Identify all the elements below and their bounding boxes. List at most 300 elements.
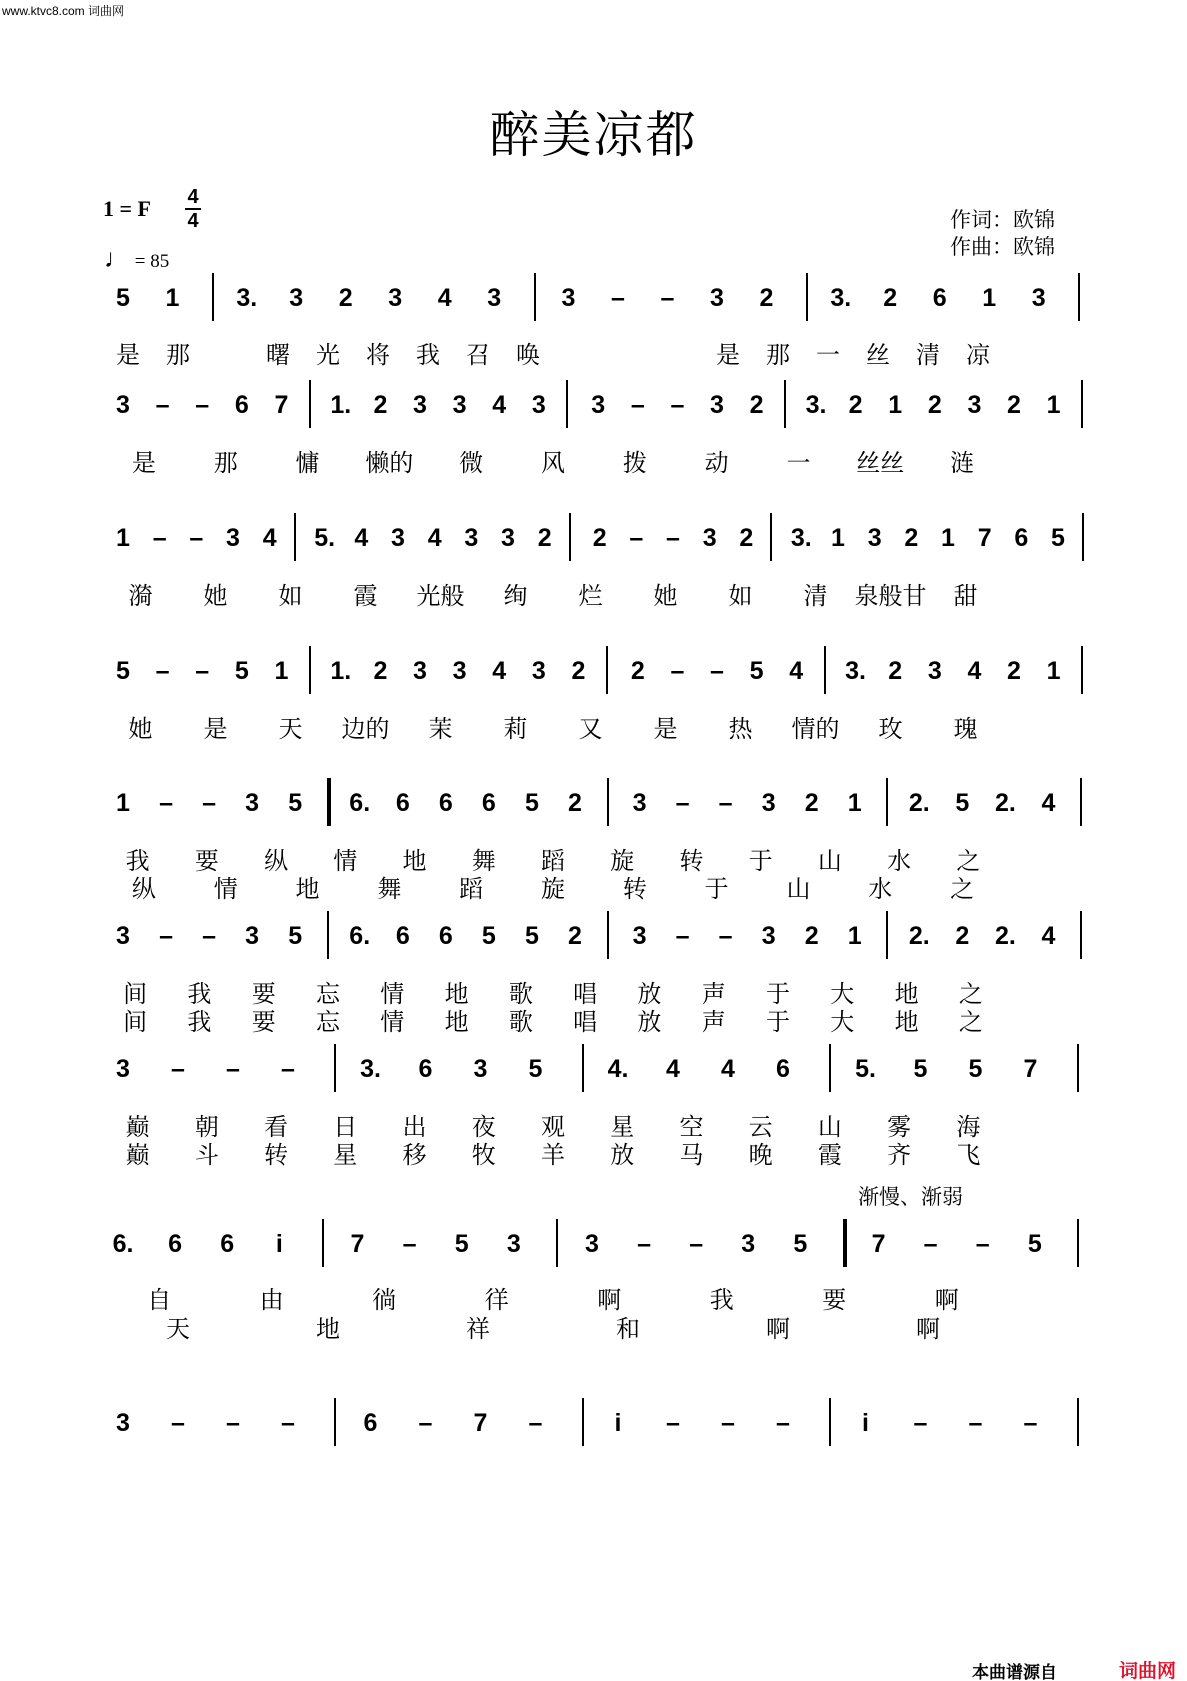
lyric-word: 徜 — [372, 1286, 397, 1314]
notation-row — [103, 523, 1093, 563]
lyric-word: 清 — [916, 341, 940, 369]
dash-note: – — [195, 657, 210, 685]
note: 3 — [473, 1055, 488, 1083]
lyric-word: 雾 — [887, 1113, 912, 1141]
note: 2 — [759, 284, 774, 312]
time-sig-top: 4 — [187, 186, 199, 208]
note: 3 — [761, 922, 776, 950]
composer: 作曲：欧锦 — [950, 235, 1055, 259]
note: 3. — [845, 657, 867, 685]
dash-note: – — [159, 922, 173, 950]
note: 6 — [220, 1230, 235, 1258]
note: 3 — [289, 284, 304, 312]
lyric-word: 齐 — [887, 1141, 912, 1169]
notation-row — [103, 1229, 1093, 1269]
note: 6. — [349, 922, 371, 950]
dash-note: – — [189, 524, 204, 552]
lyric-word: 声 — [701, 1008, 726, 1036]
note: 6 — [438, 922, 453, 950]
lyric-line — [103, 979, 1093, 1009]
barline — [566, 380, 568, 428]
lyric-word: 泉般甘 — [854, 582, 927, 610]
note: 4 — [427, 524, 442, 552]
repeat-barline — [327, 778, 331, 826]
dash-note: – — [630, 391, 645, 419]
note: i — [614, 1409, 622, 1437]
lyric-word: 啊 — [766, 1315, 790, 1343]
note: 3 — [116, 1055, 130, 1083]
lyric-word: 山 — [817, 1113, 842, 1141]
lyric-word: 情 — [380, 1008, 405, 1036]
lyric-word: 地 — [444, 1008, 469, 1036]
lyricist: 作词：欧锦 — [950, 208, 1055, 232]
barline — [1082, 513, 1084, 561]
lyric-word: 漪 — [128, 582, 153, 610]
note: 1 — [847, 789, 862, 817]
lyric-word: 之 — [958, 1008, 983, 1036]
note: 7 — [977, 524, 992, 552]
lyric-word: 召 — [466, 341, 490, 369]
note: 5 — [116, 657, 130, 685]
barline — [1081, 646, 1083, 694]
lyric-word: 一 — [786, 449, 811, 477]
note: 3 — [632, 922, 647, 950]
note: 3 — [487, 284, 502, 312]
lyric-word: 风 — [540, 449, 565, 477]
note: 3 — [245, 789, 260, 817]
barline — [829, 1044, 831, 1092]
lyric-word: 观 — [540, 1113, 565, 1141]
lyric-word: 舞 — [471, 847, 496, 875]
lyric-word: 那 — [166, 341, 190, 369]
lyric-word: 蹈 — [459, 875, 484, 903]
lyric-word: 天 — [278, 715, 303, 743]
lyric-word: 她 — [203, 582, 228, 610]
note: 6 — [418, 1055, 433, 1083]
dash-note: – — [666, 1409, 680, 1437]
lyric-word: 巅 — [125, 1113, 150, 1141]
lyric-word: 瑰 — [953, 715, 978, 743]
note: 3 — [226, 524, 240, 552]
note: 3 — [561, 284, 576, 312]
lyric-word: 将 — [366, 341, 390, 369]
barline — [1078, 273, 1080, 321]
note: 4 — [666, 1055, 680, 1083]
lyric-word: 山 — [786, 875, 811, 903]
note: 3 — [741, 1230, 756, 1258]
note: 1 — [116, 524, 130, 552]
dash-note: – — [195, 391, 210, 419]
dash-note: – — [202, 922, 217, 950]
lyric-word: 情 — [333, 847, 358, 875]
lyric-word: 如 — [278, 582, 303, 610]
lyric-word: 唱 — [573, 980, 598, 1008]
note: 2 — [537, 524, 552, 552]
note: 4 — [721, 1055, 735, 1083]
barline — [582, 1044, 584, 1092]
lyric-word: 莉 — [503, 715, 528, 743]
lyric-word: 转 — [264, 1141, 289, 1169]
footer-brand-link[interactable]: 词曲网 — [1119, 1661, 1177, 1681]
site-watermark[interactable]: www.ktvc8.com 词曲网 — [2, 4, 125, 18]
note: 2 — [571, 657, 586, 685]
note: 6 — [932, 284, 947, 312]
lyric-word: 于 — [765, 980, 790, 1008]
note: 5 — [793, 1230, 808, 1258]
note: 2 — [749, 391, 764, 419]
note: 2 — [630, 657, 645, 685]
note: 6 — [481, 789, 496, 817]
dash-note: – — [281, 1055, 295, 1083]
lyric-word: 于 — [748, 847, 773, 875]
dash-note: – — [776, 1409, 790, 1437]
note: 3 — [245, 922, 260, 950]
note: 6. — [112, 1230, 134, 1258]
dash-note: – — [281, 1409, 295, 1437]
lyric-word: 拨 — [622, 449, 647, 477]
barline — [1077, 1044, 1079, 1092]
lyric-word: 地 — [295, 875, 320, 903]
note: 6 — [363, 1409, 378, 1437]
lyric-word: 那 — [766, 341, 790, 369]
dash-note: – — [675, 922, 690, 950]
note: 2. — [994, 789, 1016, 817]
lyric-word: 大 — [830, 1008, 855, 1036]
lyric-word: 旋 — [540, 875, 565, 903]
dash-note: – — [629, 524, 644, 552]
note: 5 — [524, 789, 539, 817]
note: 1 — [274, 657, 289, 685]
note: 3 — [464, 524, 479, 552]
note: 5 — [481, 922, 496, 950]
lyric-word: 忘 — [315, 980, 340, 1008]
note: 1 — [831, 524, 845, 552]
lyric-word: 祥 — [466, 1315, 490, 1343]
note: 1 — [982, 284, 997, 312]
note: 5. — [314, 524, 336, 552]
lyric-word: 要 — [251, 980, 276, 1008]
lyric-word: 要 — [194, 847, 219, 875]
lyric-word: 转 — [622, 875, 647, 903]
barline — [1080, 911, 1082, 959]
dash-note: – — [660, 284, 675, 312]
lyric-word: 是 — [653, 715, 678, 743]
lyric-word: 那 — [213, 449, 238, 477]
note: 5 — [116, 284, 130, 312]
dash-note: – — [226, 1409, 240, 1437]
note: 1 — [165, 284, 180, 312]
lyric-word: 地 — [894, 1008, 919, 1036]
note: 4. — [607, 1055, 629, 1083]
lyric-word: 懒的 — [365, 449, 414, 477]
note: 3 — [391, 524, 405, 552]
lyric-word: 茉 — [428, 715, 453, 743]
lyric-word: 热 — [728, 715, 753, 743]
notation-row — [103, 1054, 1093, 1094]
note: 2 — [848, 391, 863, 419]
lyric-word: 空 — [679, 1113, 704, 1141]
dash-note: – — [913, 1409, 928, 1437]
note: 4 — [967, 657, 982, 685]
note: i — [862, 1409, 869, 1437]
lyric-word: 唤 — [516, 341, 540, 369]
notation-row — [103, 656, 1093, 696]
barline — [607, 911, 609, 959]
quarter-note-icon: ♩ — [104, 244, 130, 273]
lyric-word: 是 — [116, 341, 140, 369]
lyric-line — [103, 874, 1093, 904]
note: 5 — [913, 1055, 928, 1083]
lyric-word: 涟 — [950, 449, 975, 477]
notation-row — [103, 283, 1093, 323]
note: 4 — [1041, 789, 1056, 817]
note: 5 — [524, 922, 539, 950]
barline — [322, 1219, 324, 1267]
lyric-word: 清 — [803, 582, 828, 610]
lyric-line — [103, 1140, 1093, 1170]
lyric-line — [103, 1112, 1093, 1142]
note: 5 — [955, 789, 970, 817]
note: 3 — [531, 391, 546, 419]
barline — [212, 273, 214, 321]
lyric-word: 旋 — [610, 847, 635, 875]
lyric-word: 微 — [459, 449, 484, 477]
lyric-word: 啊 — [934, 1286, 959, 1314]
lyric-word: 甜 — [953, 582, 978, 610]
note: 3 — [116, 922, 130, 950]
lyric-word: 一 — [816, 341, 840, 369]
notation-row — [103, 788, 1093, 828]
note: 2 — [338, 284, 353, 312]
note: 3 — [116, 391, 130, 419]
lyric-word: 之 — [956, 847, 981, 875]
lyric-word: 歌 — [508, 980, 533, 1008]
dash-note: – — [226, 1055, 240, 1083]
note: 2 — [1007, 391, 1021, 419]
lyric-word: 是 — [716, 341, 740, 369]
lyric-word: 间 — [123, 1008, 148, 1036]
lyric-word: 羊 — [540, 1141, 565, 1169]
note: 3. — [805, 391, 827, 419]
lyric-word: 是 — [131, 449, 156, 477]
barline — [770, 513, 772, 561]
dash-note: – — [155, 391, 170, 419]
note: 4 — [789, 657, 804, 685]
time-signature — [185, 186, 201, 232]
lyric-word: 啊 — [597, 1286, 622, 1314]
note: 4 — [262, 524, 277, 552]
note: 1 — [116, 789, 130, 817]
dash-note: – — [202, 789, 217, 817]
barline — [534, 273, 536, 321]
lyric-word: 又 — [578, 715, 603, 743]
note: 3 — [531, 657, 546, 685]
lyric-word: 巅 — [125, 1141, 150, 1169]
dash-note: – — [155, 657, 170, 685]
note: 7 — [1023, 1055, 1038, 1083]
note: 2 — [804, 922, 819, 950]
note: 6. — [349, 789, 371, 817]
barline — [824, 646, 826, 694]
lyric-word: 纵 — [131, 875, 156, 903]
lyric-word: 我 — [709, 1286, 734, 1314]
note: 5 — [749, 657, 764, 685]
barline — [829, 1398, 831, 1446]
dash-note: – — [171, 1055, 185, 1083]
dash-note: – — [1023, 1409, 1038, 1437]
dash-note: – — [152, 524, 167, 552]
lyric-word: 歌 — [508, 1008, 533, 1036]
note: 3. — [830, 284, 852, 312]
note: 3. — [360, 1055, 381, 1083]
barline — [334, 1398, 336, 1446]
lyric-word: 大 — [830, 980, 855, 1008]
note: 2 — [373, 391, 388, 419]
dash-note: – — [718, 922, 733, 950]
lyric-word: 我 — [187, 980, 212, 1008]
lyric-word: 间 — [123, 980, 148, 1008]
dash-note: – — [171, 1409, 185, 1437]
dash-note: – — [710, 657, 724, 685]
note: 1. — [330, 391, 352, 419]
note: 4 — [492, 391, 507, 419]
lyric-word: 地 — [316, 1315, 340, 1343]
lyric-word: 放 — [637, 1008, 662, 1036]
lyric-word: 光般 — [416, 582, 465, 610]
dash-note: – — [670, 657, 685, 685]
dash-note: – — [666, 524, 680, 552]
note: 5 — [288, 922, 303, 950]
note: 3 — [452, 391, 467, 419]
page-title: 醉美凉都 — [489, 106, 698, 164]
lyric-word: 由 — [259, 1286, 284, 1314]
lyric-word: 玫 — [878, 715, 903, 743]
note: 2 — [373, 657, 388, 685]
note: i — [275, 1230, 283, 1258]
lyric-word: 看 — [264, 1113, 289, 1141]
barline — [309, 646, 311, 694]
barline — [806, 273, 808, 321]
note: 4 — [1041, 922, 1056, 950]
barline — [334, 1044, 336, 1092]
dash-note: – — [675, 789, 690, 817]
note: 1 — [847, 922, 862, 950]
lyric-word: 慵 — [295, 449, 320, 477]
dash-note: – — [611, 284, 625, 312]
note: 6 — [168, 1230, 183, 1258]
barline — [556, 1219, 558, 1267]
lyric-word: 唱 — [573, 1008, 598, 1036]
lyric-word: 忘 — [315, 1008, 340, 1036]
tempo-marking: ♩ = 85 — [104, 244, 170, 273]
lyric-word: 要 — [251, 1008, 276, 1036]
note: 7 — [350, 1230, 365, 1258]
dash-note: – — [637, 1230, 651, 1258]
note: 1 — [888, 391, 903, 419]
lyric-word: 之 — [958, 980, 983, 1008]
note: 4 — [492, 657, 507, 685]
note: 7 — [274, 391, 289, 419]
lyric-word: 之 — [950, 875, 975, 903]
lyric-line — [103, 846, 1093, 876]
dash-note: – — [159, 789, 173, 817]
note: 3 — [710, 284, 724, 312]
note: 3 — [388, 284, 403, 312]
lyric-word: 放 — [637, 980, 662, 1008]
notation-row — [103, 921, 1093, 961]
note: 5 — [968, 1055, 983, 1083]
lyric-word: 她 — [653, 582, 678, 610]
barline — [1077, 1398, 1079, 1446]
dash-note: – — [923, 1230, 938, 1258]
note: 3 — [584, 1230, 599, 1258]
lyric-word: 丝 — [866, 341, 890, 369]
note: 2. — [908, 922, 930, 950]
note: 2 — [927, 391, 942, 419]
lyric-word: 水 — [868, 875, 893, 903]
lyric-word: 云 — [748, 1113, 773, 1141]
dash-note: – — [402, 1230, 417, 1258]
dash-note: – — [418, 1409, 433, 1437]
lyric-word: 于 — [704, 875, 729, 903]
note: 3 — [591, 391, 606, 419]
lyric-word: 日 — [333, 1113, 358, 1141]
barline — [886, 778, 888, 826]
barline — [1081, 380, 1083, 428]
lyric-word: 我 — [416, 341, 440, 369]
lyric-word: 纵 — [264, 847, 289, 875]
footer-source: 本曲谱源自 — [972, 1663, 1057, 1681]
lyric-word: 于 — [765, 1008, 790, 1036]
dash-note: – — [689, 1230, 704, 1258]
lyric-line — [103, 1314, 1093, 1344]
lyric-word: 地 — [894, 980, 919, 1008]
note: 6 — [438, 789, 453, 817]
barline — [309, 380, 311, 428]
barline — [294, 513, 296, 561]
note: 6 — [395, 922, 410, 950]
barline — [886, 911, 888, 959]
lyric-word: 和 — [616, 1315, 640, 1343]
note: 2 — [804, 789, 819, 817]
note: 7 — [473, 1409, 488, 1437]
note: 3 — [927, 657, 942, 685]
lyric-line — [103, 1285, 1093, 1315]
barline — [1077, 1219, 1079, 1267]
lyric-word: 转 — [679, 847, 704, 875]
lyric-word: 要 — [822, 1286, 847, 1314]
note: 3 — [710, 391, 724, 419]
note: 7 — [871, 1230, 886, 1258]
lyric-word: 牧 — [471, 1141, 496, 1169]
lyric-word: 地 — [444, 980, 469, 1008]
barline — [607, 778, 609, 826]
dash-note: – — [968, 1409, 983, 1437]
lyric-word: 舞 — [377, 875, 402, 903]
note: 5. — [855, 1055, 876, 1083]
lyric-word: 飞 — [956, 1141, 981, 1169]
lyric-word: 凉 — [966, 341, 990, 369]
lyric-word: 声 — [701, 980, 726, 1008]
dash-note: – — [528, 1409, 543, 1437]
lyric-word: 朝 — [194, 1113, 219, 1141]
lyric-line — [103, 581, 1093, 611]
note: 3 — [452, 657, 467, 685]
note: 3 — [761, 789, 776, 817]
note: 3 — [867, 524, 882, 552]
barline — [569, 513, 571, 561]
dash-note: – — [975, 1230, 990, 1258]
